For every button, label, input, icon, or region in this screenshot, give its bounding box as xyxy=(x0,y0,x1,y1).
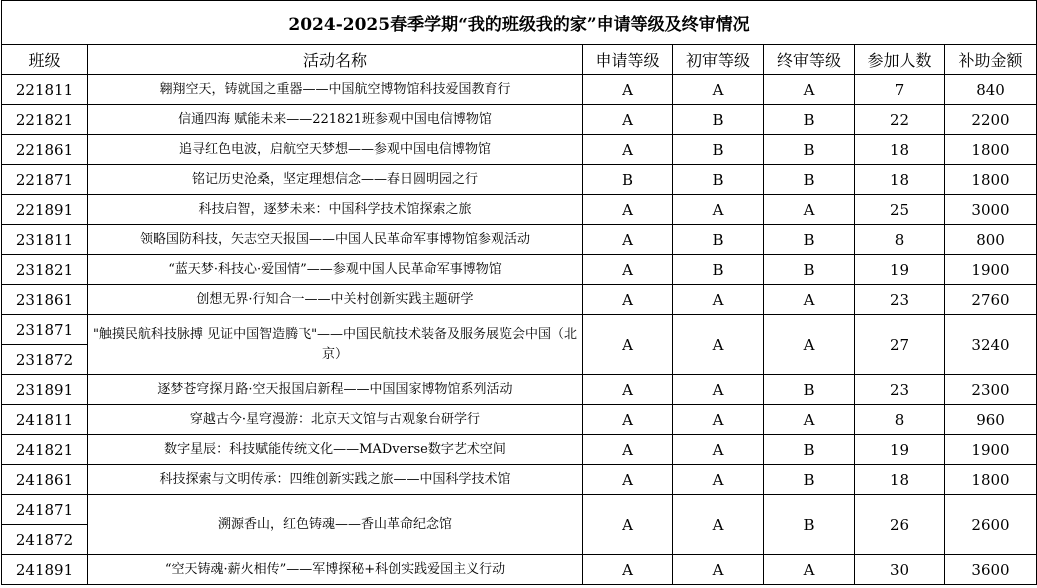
table-row xyxy=(2,225,1037,255)
subsidy-cell: 3240 xyxy=(945,315,1037,375)
table-row xyxy=(2,495,1037,525)
class-cell: 221821 xyxy=(2,105,88,135)
class-cell: 231861 xyxy=(2,285,88,315)
table-row xyxy=(2,465,1037,495)
subsidy-cell: 1900 xyxy=(945,255,1037,285)
class-cell: 231891 xyxy=(2,375,88,405)
header-participants: 参加人数 xyxy=(855,45,945,75)
class-cell: 231872 xyxy=(2,345,88,375)
activity-name-cell: 科技探索与文明传承：四维创新实践之旅——中国科学技术馆 xyxy=(88,465,583,495)
table-row xyxy=(2,195,1037,225)
activity-name-cell: 逐梦苍穹探月路·空天报国启新程——中国国家博物馆系列活动 xyxy=(88,375,583,405)
first-review-cell: B xyxy=(673,135,764,165)
header-subsidy: 补助金额 xyxy=(945,45,1037,75)
apply-level-cell: A xyxy=(583,315,673,375)
subsidy-cell: 3000 xyxy=(945,195,1037,225)
final-review-cell: A xyxy=(764,75,855,105)
header-apply-level: 申请等级 xyxy=(583,45,673,75)
header-first-review: 初审等级 xyxy=(673,45,764,75)
activity-name-cell: 领略国防科技，矢志空天报国——中国人民革命军事博物馆参观活动 xyxy=(88,225,583,255)
final-review-cell: B xyxy=(764,495,855,555)
first-review-cell: B xyxy=(673,225,764,255)
final-review-cell: B xyxy=(764,105,855,135)
apply-level-cell: A xyxy=(583,375,673,405)
first-review-cell: A xyxy=(673,315,764,375)
first-review-cell: B xyxy=(673,105,764,135)
subsidy-cell: 840 xyxy=(945,75,1037,105)
apply-level-cell: A xyxy=(583,405,673,435)
table-row xyxy=(2,555,1037,585)
subsidy-cell: 3600 xyxy=(945,555,1037,585)
apply-level-cell: A xyxy=(583,75,673,105)
final-review-cell: A xyxy=(764,555,855,585)
participants-cell: 8 xyxy=(855,405,945,435)
apply-level-cell: A xyxy=(583,225,673,255)
participants-cell: 30 xyxy=(855,555,945,585)
subsidy-cell: 2300 xyxy=(945,375,1037,405)
table-row xyxy=(2,315,1037,345)
table-row xyxy=(2,255,1037,285)
final-review-cell: A xyxy=(764,285,855,315)
header-class: 班级 xyxy=(2,45,88,75)
class-cell: 231871 xyxy=(2,315,88,345)
subsidy-cell: 2760 xyxy=(945,285,1037,315)
apply-level-cell: B xyxy=(583,165,673,195)
first-review-cell: A xyxy=(673,285,764,315)
class-cell: 241821 xyxy=(2,435,88,465)
final-review-cell: B xyxy=(764,375,855,405)
activity-name-cell: "触摸民航科技脉搏 见证中国智造腾飞"——中国民航技术装备及服务展览会中国（北京） xyxy=(88,315,583,375)
participants-cell: 22 xyxy=(855,105,945,135)
class-cell: 221811 xyxy=(2,75,88,105)
table-row xyxy=(2,75,1037,105)
activity-name-cell: 溯源香山，红色铸魂——香山革命纪念馆 xyxy=(88,495,583,555)
activity-name-cell: 穿越古今·星穹漫游：北京天文馆与古观象台研学行 xyxy=(88,405,583,435)
subsidy-cell: 960 xyxy=(945,405,1037,435)
class-cell: 221861 xyxy=(2,135,88,165)
activity-name-cell: 铭记历史沧桑，坚定理想信念——春日圆明园之行 xyxy=(88,165,583,195)
participants-cell: 18 xyxy=(855,165,945,195)
activity-name-cell: 数字星辰：科技赋能传统文化——MADverse数字艺术空间 xyxy=(88,435,583,465)
final-review-cell: B xyxy=(764,435,855,465)
activity-name-cell: 科技启智，逐梦未来：中国科学技术馆探索之旅 xyxy=(88,195,583,225)
participants-cell: 19 xyxy=(855,435,945,465)
first-review-cell: A xyxy=(673,405,764,435)
activity-name-cell: 追寻红色电波，启航空天梦想——参观中国电信博物馆 xyxy=(88,135,583,165)
final-review-cell: B xyxy=(764,255,855,285)
first-review-cell: A xyxy=(673,555,764,585)
activity-name-cell: “空天铸魂·薪火相传”——军博探秘+科创实践爱国主义行动 xyxy=(88,555,583,585)
final-review-cell: A xyxy=(764,405,855,435)
table-row xyxy=(2,405,1037,435)
final-review-cell: B xyxy=(764,465,855,495)
final-review-cell: A xyxy=(764,315,855,375)
first-review-cell: A xyxy=(673,495,764,555)
subsidy-cell: 2200 xyxy=(945,105,1037,135)
header-final-review: 终审等级 xyxy=(764,45,855,75)
first-review-cell: A xyxy=(673,435,764,465)
class-cell: 241872 xyxy=(2,525,88,555)
table-row xyxy=(2,105,1037,135)
table-row xyxy=(2,135,1037,165)
table-row xyxy=(2,435,1037,465)
final-review-cell: B xyxy=(764,225,855,255)
class-cell: 241891 xyxy=(2,555,88,585)
class-cell: 221891 xyxy=(2,195,88,225)
first-review-cell: A xyxy=(673,75,764,105)
class-cell: 231811 xyxy=(2,225,88,255)
header-row xyxy=(2,45,1037,75)
activity-name-cell: 翱翔空天，铸就国之重器——中国航空博物馆科技爱国教育行 xyxy=(88,75,583,105)
subsidy-cell: 2600 xyxy=(945,495,1037,555)
apply-level-cell: A xyxy=(583,285,673,315)
participants-cell: 18 xyxy=(855,465,945,495)
apply-level-cell: A xyxy=(583,105,673,135)
subsidy-cell: 1800 xyxy=(945,465,1037,495)
participants-cell: 25 xyxy=(855,195,945,225)
apply-level-cell: A xyxy=(583,195,673,225)
apply-level-cell: A xyxy=(583,135,673,165)
apply-level-cell: A xyxy=(583,255,673,285)
table-row xyxy=(2,285,1037,315)
participants-cell: 18 xyxy=(855,135,945,165)
participants-cell: 8 xyxy=(855,225,945,255)
first-review-cell: A xyxy=(673,375,764,405)
first-review-cell: A xyxy=(673,195,764,225)
participants-cell: 7 xyxy=(855,75,945,105)
apply-level-cell: A xyxy=(583,555,673,585)
review-table xyxy=(1,0,1037,585)
table-row xyxy=(2,375,1037,405)
participants-cell: 26 xyxy=(855,495,945,555)
first-review-cell: B xyxy=(673,255,764,285)
class-cell: 231821 xyxy=(2,255,88,285)
apply-level-cell: A xyxy=(583,465,673,495)
participants-cell: 23 xyxy=(855,285,945,315)
table-title: 2024-2025春季学期“我的班级我的家”申请等级及终审情况 xyxy=(2,1,1037,45)
subsidy-cell: 1800 xyxy=(945,135,1037,165)
final-review-cell: B xyxy=(764,165,855,195)
subsidy-cell: 1800 xyxy=(945,165,1037,195)
final-review-cell: B xyxy=(764,135,855,165)
header-activity: 活动名称 xyxy=(88,45,583,75)
participants-cell: 27 xyxy=(855,315,945,375)
activity-name-cell: 信通四海 赋能未来——221821班参观中国电信博物馆 xyxy=(88,105,583,135)
apply-level-cell: A xyxy=(583,495,673,555)
participants-cell: 19 xyxy=(855,255,945,285)
subsidy-cell: 800 xyxy=(945,225,1037,255)
class-cell: 241871 xyxy=(2,495,88,525)
final-review-cell: A xyxy=(764,195,855,225)
class-cell: 221871 xyxy=(2,165,88,195)
participants-cell: 23 xyxy=(855,375,945,405)
table-row xyxy=(2,165,1037,195)
first-review-cell: A xyxy=(673,465,764,495)
class-cell: 241811 xyxy=(2,405,88,435)
subsidy-cell: 1900 xyxy=(945,435,1037,465)
activity-name-cell: 创想无界·行知合一——中关村创新实践主题研学 xyxy=(88,285,583,315)
title-row xyxy=(2,1,1037,45)
activity-name-cell: “蓝天梦·科技心·爱国情”——参观中国人民革命军事博物馆 xyxy=(88,255,583,285)
apply-level-cell: A xyxy=(583,435,673,465)
first-review-cell: B xyxy=(673,165,764,195)
class-cell: 241861 xyxy=(2,465,88,495)
